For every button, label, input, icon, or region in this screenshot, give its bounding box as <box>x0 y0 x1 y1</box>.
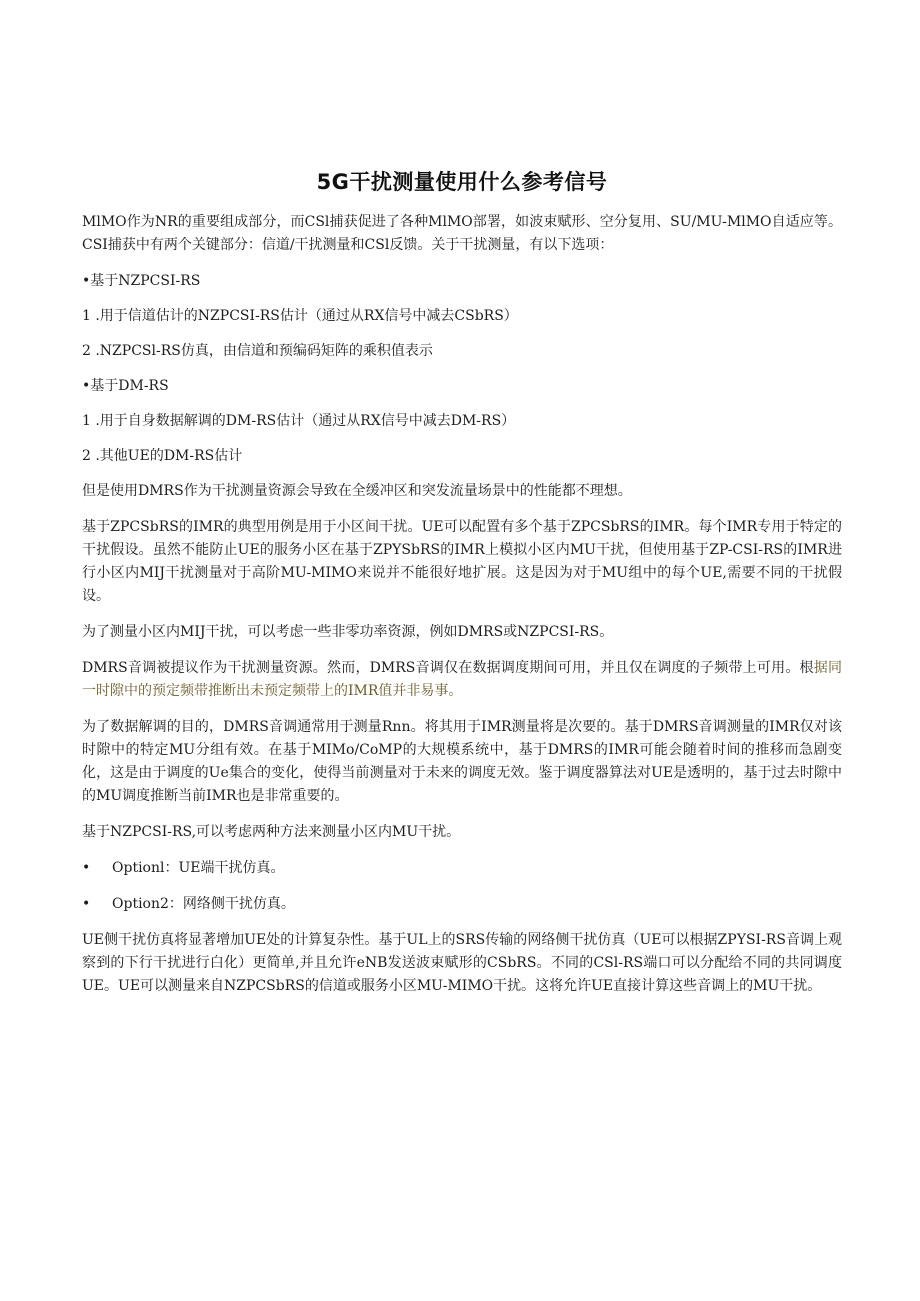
demodulation-paragraph: 为了数据解调的目的，DMRS音调通常用于测量Rnn。将其用于IMR测量将是次要的。基于DMRS音调测量的IMR仅对该时隙中的特定MU分组有效。在基于MIMo/CoMP的大规模系统中，基于DMRS的IMR可能会随着时间的推移而急剧变化，这是由于调度的Ue集合的变化，使得当前测量对于未来的调度无效。鉴于调度器算法对UE是透明的，基于过去时隙中的MU调度推断当前IMR也是非常重要的。 <box>82 719 842 804</box>
nzp-item-1: 1 .用于信道估计的NZPCSI-RS估计（通过从RX信号中减去CSbRS） <box>82 308 518 324</box>
option-1-text: Optionl：UE端干扰仿真。 <box>112 860 285 876</box>
dmrs-tone-highlight: 据同一时隙中的预定频带推断出未预定频带上的IMR值并非易事。 <box>82 660 843 699</box>
intro-paragraph: MlMO作为NR的重要组成部分，而CSl捕获促进了各种MlMO部署，如波束赋形、空分复用、SU/MU-MlMO自适应等。CSI捕获中有两个关键部分：信道/干扰测量和CSl反馈。关于干扰测量，有以下选项： <box>82 214 842 253</box>
nzp-item-2: 2 .NZPCSl-RS仿真，由信道和预编码矩阵的乘积值表示 <box>82 343 433 359</box>
zp-csi-rs-paragraph: 基于ZPCSbRS的IMR的典型用例是用于小区间干扰。UE可以配置有多个基于ZPCSbRS的IMR。每个IMR专用于特定的干扰假设。虽然不能防止UE的服务小区在基于ZPYSbRS的IMR上模拟小区内MU干扰，但使用基于ZP-CSI-RS的IMR进行小区内MIJ干扰测量对于高阶MU-MIMO来说并不能很好地扩展。这是因为对于MU组中的每个UE,需要不同的干扰假设。 <box>82 519 842 604</box>
document-title: 5G干扰测量使用什么参考信号 <box>316 170 608 194</box>
option-2-text: Option2：网络侧干扰仿真。 <box>112 896 295 912</box>
dmrs-drawback-paragraph: 但是使用DMRS作为干扰测量资源会导致在全缓冲区和突发流量场景中的性能都不理想。 <box>82 483 632 499</box>
dmrs-item-1: 1 .用于自身数据解调的DM-RS估计（通过从RX信号中减去DM-RS） <box>82 413 516 429</box>
option-2-item <box>82 893 842 916</box>
bullet-marker: • <box>82 860 91 876</box>
dmrs-tone-text: DMRS音调被提议作为干扰测量资源。然而，DMRS音调仅在数据调度期间可用，并且仅在调度的子频带上可用。根 <box>82 660 814 676</box>
option-1-item <box>82 857 842 880</box>
dmrs-item-2: 2 .其他UE的DM-RS估计 <box>82 448 243 464</box>
nonzero-power-paragraph: 为了测量小区内MIJ干扰，可以考虑一些非零功率资源，例如DMRS或NZPCSI-RS。 <box>82 624 614 640</box>
document-body <box>82 211 842 1011</box>
dmrs-tone-paragraph <box>82 657 842 703</box>
nzp-two-methods-paragraph: 基于NZPCSI-RS,可以考虑两种方法来测量小区内MU干扰。 <box>82 824 461 840</box>
dm-rs-heading: •基于DM-RS <box>82 378 169 394</box>
ue-side-paragraph: UE侧干扰仿真将显著增加UE处的计算复杂性。基于UL上的SRS传输的网络侧干扰仿真（UE可以根据ZPYSI-RS音调上观察到的下行干扰进行白化）更简单,并且允许eNB发送波束赋形的CSbRS。不同的CSl-RS端口可以分配给不同的共同调度UE。UE可以测量来自NZPCSbRS的信道或服务小区MU-MIMO干扰。这将允许UE直接计算这些音调上的MU干扰。 <box>82 932 842 994</box>
nzp-csi-rs-heading: •基于NZPCSI-RS <box>82 273 201 289</box>
bullet-marker: • <box>82 896 91 912</box>
